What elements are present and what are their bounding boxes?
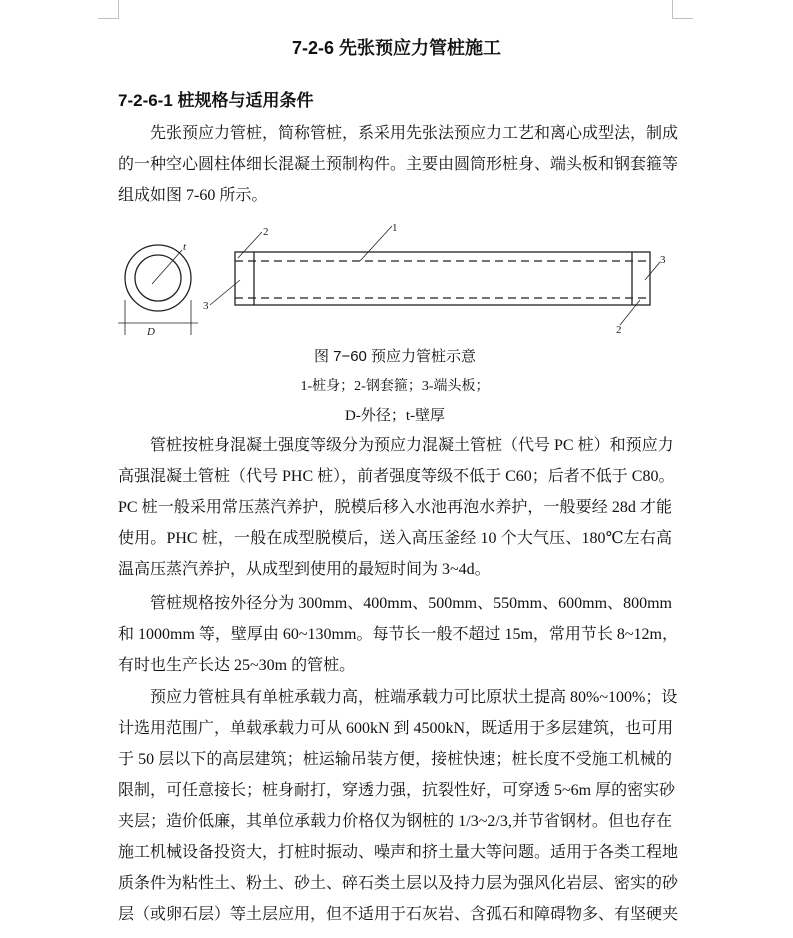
text-line: 高强混凝土管桩（代号 PHC 桩），前者强度等级不低于 C60；后者不低于 C80。 bbox=[118, 468, 675, 485]
text-line: 限制，可任意接长；桩身耐打，穿透力强，抗裂性好，可穿透 5~6m 厚的密实砂 bbox=[118, 782, 676, 799]
text-line: 层（或卵石层）等土层应用，但不适用于石灰岩、含孤石和障碍物多、有坚硬夹 bbox=[118, 906, 679, 923]
text-line: 预应力管桩具有单桩承载力高，桩端承载力可比原状土提高 80%~100%；设 bbox=[150, 689, 678, 706]
paragraph bbox=[118, 682, 679, 930]
text-line: 先张预应力管桩，简称管桩，系采用先张法预应力工艺和离心成型法，制成 bbox=[150, 125, 679, 142]
label-2: 2 bbox=[616, 324, 622, 336]
label-D: D bbox=[147, 326, 155, 338]
label-3: 3 bbox=[660, 254, 666, 266]
text-line: 管桩按桩身混凝土强度等级分为预应力混凝土管桩（代号 PC 桩）和预应力 bbox=[150, 437, 674, 454]
text-line: 于 50 层以下的高层建筑；桩运输吊装方便，接桩快速；桩长度不受施工机械的 bbox=[118, 751, 672, 768]
text-line: 计选用范围广，单载承载力可从 600kN 到 4500kN，既适用于多层建筑，也可用 bbox=[118, 720, 674, 737]
text-line: 夹层；造价低廉，其单位承载力价格仅为钢桩的 1/3~2/3,并节省钢材。但也存在 bbox=[118, 813, 672, 830]
text-line: 质条件为粘性土、粉土、砂土、碎石类土层以及持力层为强风化岩层、密实的砂 bbox=[118, 875, 679, 892]
text-line: 有时也生产长达 25~30m 的管桩。 bbox=[118, 657, 356, 674]
page-title: 7-2-6 先张预应力管桩施工 bbox=[291, 38, 502, 58]
text-line: 施工机械设备投资大，打桩时振动、噪声和挤土量大等问题。适用于各类工程地 bbox=[118, 844, 679, 861]
label-t: t bbox=[183, 241, 187, 253]
text-line: 的一种空心圆柱体细长混凝土预制构件。主要由圆筒形桩身、端头板和钢套箍等 bbox=[118, 156, 679, 173]
inner-circle bbox=[135, 255, 181, 301]
label-3: 3 bbox=[203, 300, 209, 312]
label-1: 1 bbox=[392, 222, 398, 234]
paragraph bbox=[118, 430, 675, 585]
text-line: 和 1000mm 等，壁厚由 60~130mm。每节长一般不超过 15m，常用节长 8~12m， bbox=[118, 626, 678, 643]
label-2: 2 bbox=[263, 226, 269, 238]
text-line: 管桩规格按外径分为 300mm、400mm、500mm、550mm、600mm、800mm bbox=[150, 595, 672, 612]
figure-caption: 图 7−60 预应力管桩示意 bbox=[313, 348, 477, 365]
paragraph bbox=[118, 588, 678, 681]
text-line: PC 桩一般采用常压蒸汽养护，脱模后移入水池再泡水养护，一般要经 28d 才能 bbox=[118, 499, 672, 516]
text-line: 组成如图 7-60 所示。 bbox=[118, 187, 268, 204]
figure-legend: D-外径；t-壁厚 bbox=[345, 408, 445, 424]
text-line: 温高压蒸汽养护，从成型到使用的最短时间为 3~4d。 bbox=[118, 561, 491, 578]
text-line: 使用。PHC 桩，一般在成型脱模后，送入高压釜经 10 个大气压、180℃左右高 bbox=[118, 530, 672, 547]
pile-body bbox=[235, 252, 650, 305]
section-heading: 7-2-6-1 桩规格与适用条件 bbox=[118, 91, 314, 110]
figure-legend: 1-桩身；2-钢套箍；3-端头板； bbox=[300, 379, 490, 394]
